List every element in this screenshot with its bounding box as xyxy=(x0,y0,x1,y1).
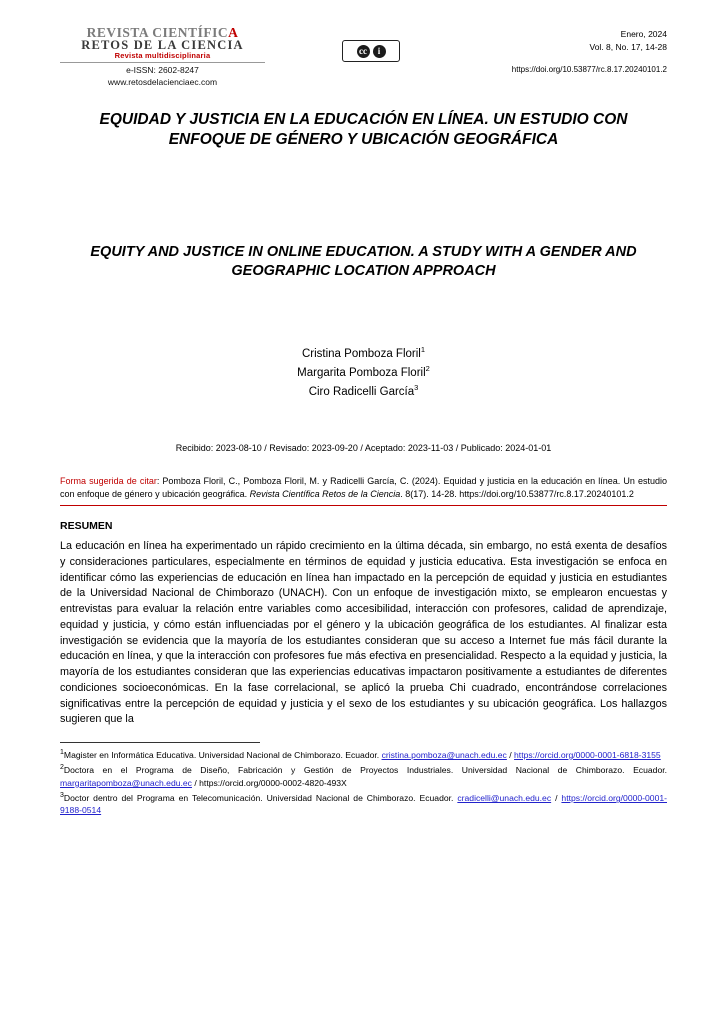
footnote-orcid-link[interactable]: https://orcid.org/0000-0001-6818-3155 xyxy=(514,749,661,760)
footnote-marker: 1 xyxy=(60,749,64,757)
cc-circle-icon: cc xyxy=(357,45,370,58)
creative-commons-icon xyxy=(342,40,400,62)
footnote-separator xyxy=(60,742,260,743)
footnote-text: Magister en Informática Educativa. Universidad Nacional de Chimborazo. Ecuador. xyxy=(63,749,382,760)
footnote-separator-text: / xyxy=(506,749,515,760)
masthead-subtitle: RETOS DE LA CIENCIA xyxy=(81,38,244,53)
footnote-email-link[interactable]: margaritapomboza@unach.edu.ec xyxy=(60,777,192,788)
page-header xyxy=(60,26,667,88)
masthead-divider xyxy=(60,62,265,63)
footnote-text: Doctora en el Programa de Diseño, Fabricación y Gestión de Proyectos Industriales. Universidad Nacional de Chimborazo. Ecuador. xyxy=(63,765,667,776)
author-entry xyxy=(60,344,667,363)
author-list xyxy=(60,344,667,401)
masthead-tagline: Revista multidisciplinaria xyxy=(114,51,211,61)
footnote-item xyxy=(60,763,667,789)
citation-journal-name: Revista Científica Retos de la Ciencia xyxy=(249,489,401,500)
citation-label: Forma sugerida de citar xyxy=(60,475,157,486)
footnote-separator-text: / xyxy=(551,793,562,804)
masthead-title-accent: A xyxy=(228,25,239,40)
footnote-list xyxy=(60,748,667,817)
journal-masthead xyxy=(60,26,265,88)
footnote-orcid-link[interactable]: https://orcid.org/0000-0002-4820-493X xyxy=(199,777,347,788)
issue-info xyxy=(477,26,667,76)
author-name: Ciro Radicelli García xyxy=(308,385,415,398)
author-name: Margarita Pomboza Floril xyxy=(297,366,426,379)
footnote-orcid-link[interactable]: https://orcid.org/0000-0001-9188-0514 xyxy=(60,793,667,816)
author-footnote-marker: 3 xyxy=(414,382,419,392)
cc-by-circle-icon: i xyxy=(373,45,386,58)
author-entry xyxy=(60,363,667,382)
abstract-text: La educación en línea ha experimentado un rápido crecimiento en la última década, sin embargo, no está exenta de desafíos y consideraciones particulares, especialmente en términos de equidad y justicia educativa. Esta investigación se enfoca en identificar cómo las experiencias de educación en línea han impactado en la percepción de equidad y justicia en estudiantes de la Universidad Nacional de Chimborazo (UNACH). Con un enfoque de investigación mixto, se emplearon encuestas y entrevistas para evaluar la relación entre variables como accesibilidad, interacción con profesores, calidad de aprendizaje, equidad y justicia, y cómo están influenciadas por el género y la ubicación geográfica de los estudiantes. Al finalizar esta investigación se evidencia que la mayoría de los estudiantes consideran que su acceso a Internet fue más fácil durante la educación en línea, y que la interacción con profesores fue más efectiva en presencialidad. Respecto a la equidad y justicia, la mayoría de los estudiantes consideran que las experiencias educativas impactaron positivamente a estudiantes de diferentes condiciones socioeconómicas. En la fase correlacional, se aplicó la prueba Chi cuadrado, encontrándose correlaciones significativas entre la percepción de equidad y justicia y el sexo de los estudiantes y su ubicación geográfica. Los hallazgos sugieren que la xyxy=(60,540,667,726)
journal-website: www.retosdelacienciaec.com xyxy=(107,76,218,87)
footnote-text: Doctor dentro del Programa en Telecomunicación. Universidad Nacional de Chimborazo. Ecuador. xyxy=(63,793,458,804)
author-footnote-marker: 1 xyxy=(420,344,426,354)
author-footnote-marker: 2 xyxy=(425,363,430,373)
article-doi: https://doi.org/10.53877/rc.8.17.20240101.2 xyxy=(511,64,667,74)
masthead-title-main: REVISTA CIENTÍFIC xyxy=(86,25,229,40)
footnote-item xyxy=(60,791,667,817)
footnote-separator-text: / xyxy=(191,777,200,788)
publication-dates: Recibido: 2023-08-10 / Revisado: 2023-09-20 / Aceptado: 2023-11-03 / Publicado: 2024-01-01 xyxy=(175,442,552,453)
author-entry xyxy=(60,382,667,401)
journal-issn: e-ISSN: 2602-8247 xyxy=(126,65,199,76)
author-name: Cristina Pomboza Floril xyxy=(301,347,421,360)
citation-body-second: . 8(17). 14-28. https://doi.org/10.53877/rc.8.17.20240101.2 xyxy=(400,489,634,500)
citation-body-first: : Pomboza Floril, C., Pomboza Floril, M. y Radicelli García, C. (2024). Equidad y justicia en la educación en línea. Un estudio con enfoque de género y ubicación geográfica. xyxy=(60,475,667,500)
page-title-english: EQUITY AND JUSTICE IN ONLINE EDUCATION. A STUDY WITH A GENDER AND GEOGRAPHIC LOCATION APPROACH xyxy=(90,243,637,280)
footnote-item xyxy=(60,748,667,761)
issue-date: Enero, 2024 xyxy=(620,29,667,39)
suggested-citation xyxy=(60,475,667,506)
footnote-email-link[interactable]: cradicelli@unach.edu.ec xyxy=(457,793,552,804)
page-title: EQUIDAD Y JUSTICIA EN LA EDUCACIÓN EN LÍNEA. UN ESTUDIO CON ENFOQUE DE GÉNERO Y UBICACIÓN GEOGRÁFICA xyxy=(99,111,628,149)
abstract-heading: RESUMEN xyxy=(60,520,113,533)
issue-volume: Vol. 8, No. 17, 14-28 xyxy=(589,41,667,52)
footnote-marker: 2 xyxy=(60,764,64,772)
footnote-marker: 3 xyxy=(60,792,64,800)
footnote-email-link[interactable]: cristina.pomboza@unach.edu.ec xyxy=(381,749,507,760)
